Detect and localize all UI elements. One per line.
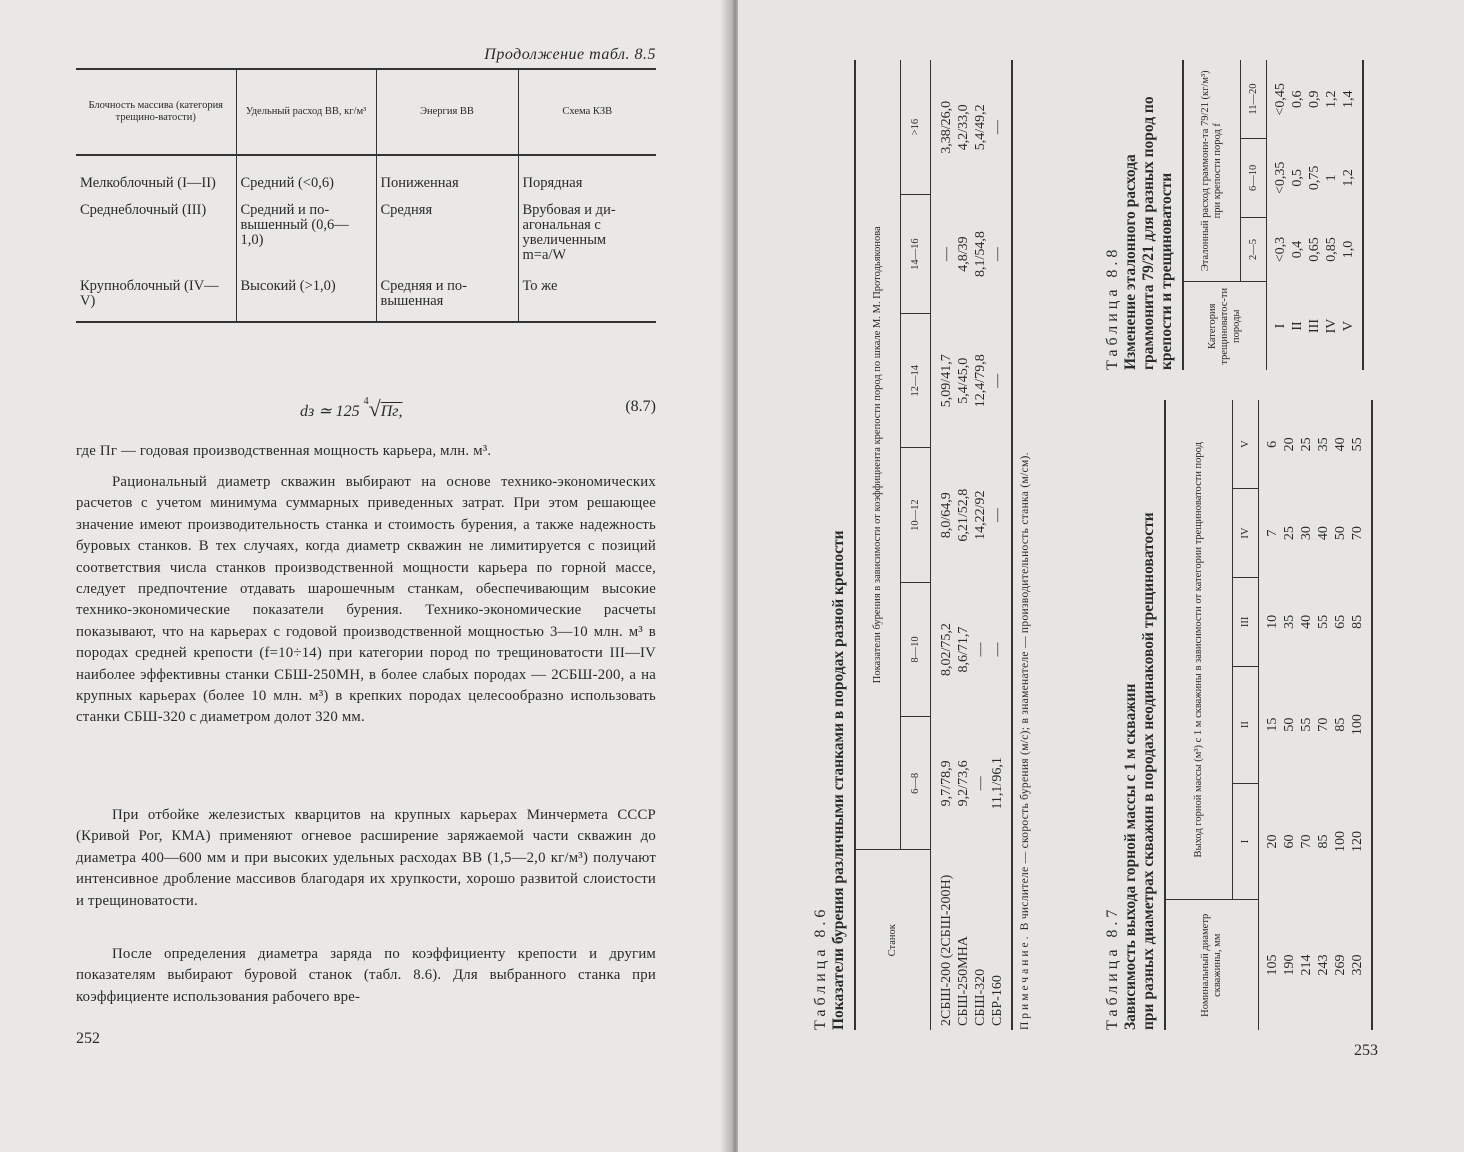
table-cell: Крупноблочный (IV—V): [76, 277, 236, 322]
table-row: [76, 155, 656, 197]
table-8-6-stub-header: Станок: [855, 850, 931, 1030]
table-cell: IV: [1324, 318, 1339, 334]
table-cell: 55: [1299, 717, 1314, 732]
table-8-5-header-skhema: Схема КЗВ: [518, 69, 656, 155]
table-cell: 214: [1299, 954, 1314, 976]
table-cell: —: [990, 373, 1005, 388]
table-row: [1332, 400, 1349, 1030]
table-cell: Высокий (>1,0): [236, 277, 376, 322]
table-cell: 20: [1282, 437, 1297, 452]
table-cell: 0,85: [1324, 237, 1339, 262]
table-8-6-note: [1019, 60, 1031, 1030]
table-8-6: [854, 60, 1013, 1030]
table-8-5-header-blochnost: Блочность массива (категория трещино-ватости): [76, 69, 236, 155]
note-text: В числителе — скорость бурения (м/с); в знаменателе — производительность станка (м/см).: [1019, 452, 1031, 931]
table-cell: 5,4/45,0: [956, 357, 971, 404]
table-row: [1267, 60, 1290, 370]
table-8-7-col-I: I: [1233, 783, 1259, 900]
table-row: [76, 197, 656, 277]
continuation-caption: Продолжение табл. 8.5: [484, 46, 656, 63]
table-cell: 35: [1316, 437, 1331, 452]
table-cell: 0,75: [1307, 165, 1322, 191]
table-cell: 15: [1265, 717, 1280, 732]
table-cell: 70: [1350, 526, 1365, 541]
note-label: Примечание.: [1019, 933, 1031, 1030]
table-8-6-col-6-8: 6—8: [901, 717, 931, 850]
table-row: [1315, 400, 1332, 1030]
table-cell: 1,2: [1324, 90, 1339, 109]
table-cell: 120: [1350, 831, 1365, 853]
table-row: [1259, 400, 1282, 1030]
table-row: [1340, 60, 1363, 370]
table-8-6-col-gt16: >16: [901, 60, 931, 195]
paragraph-3: После определения диаметра заряда по коэффициенту крепости и другим показателям выбирают буровой станок (табл. 8.6). Для выбранного станка при коэффициенте использования рабочего вре-: [76, 946, 656, 1005]
table-cell: Средняя: [376, 197, 518, 277]
table-cell: Пониженная: [376, 155, 518, 197]
table-cell: 9,7/78,9: [939, 760, 954, 807]
table-cell: 7: [1265, 529, 1280, 537]
table-cell: 11,1/96,1: [990, 757, 1005, 810]
table-cell: 8,02/75,2: [939, 623, 954, 676]
formula-lhs: dз ≃ 125: [300, 403, 360, 420]
table-8-6-col-14-16: 14—16: [901, 195, 931, 314]
table-cell: 40: [1333, 437, 1348, 452]
table-cell: 14,22/92: [973, 490, 988, 540]
table-8-5-header-energiya: Энергия ВВ: [376, 69, 518, 155]
table-cell: 50: [1333, 526, 1348, 541]
table-cell: 8,1/54,8: [973, 231, 988, 278]
table-cell: 20: [1265, 834, 1280, 849]
table-cell: Средняя и по-вышенная: [376, 277, 518, 322]
table-8-7-col-III: III: [1233, 577, 1259, 666]
equation-number: (8.7): [625, 398, 656, 415]
table-cell: 320: [1350, 954, 1365, 976]
table-cell: 4,2/33,0: [956, 104, 971, 151]
table-cell: <0,45: [1273, 83, 1288, 116]
table-cell: <0,35: [1273, 161, 1288, 195]
table-8-8-col-2-5: 2—5: [1241, 217, 1267, 282]
table-cell: 85: [1333, 717, 1348, 732]
table-row: [1349, 400, 1372, 1030]
table-cell: 30: [1299, 526, 1314, 541]
table-row: [1289, 60, 1306, 370]
table-8-8-title-line-2: граммонита 79/21 для разных пород по: [1140, 96, 1157, 370]
table-8-8-col-11-20: 11—20: [1241, 60, 1267, 139]
formula-radicand: Пг,: [380, 403, 403, 420]
table-cell: 0,5: [1290, 169, 1305, 187]
table-cell: —: [973, 776, 988, 791]
table-cell: То же: [518, 277, 656, 322]
table-row: [76, 277, 656, 322]
table-cell: 0,65: [1307, 237, 1322, 262]
table-cell: 100: [1333, 831, 1348, 853]
table-cell: <0,3: [1273, 236, 1288, 263]
table-cell: 190: [1282, 954, 1297, 976]
table-cell: 0,6: [1290, 90, 1305, 109]
table-8-7-title-line-2: при разных диаметрах скважин в породах неодинаковой трещиноватости: [1140, 512, 1157, 1030]
table-cell: 1,4: [1341, 90, 1356, 109]
table-8-7-group-header: Выход горной массы (м³) с 1 м скважины в зависимости от категории трещиноватости пород: [1165, 400, 1233, 900]
table-8-8-label: Таблица 8.8: [1104, 245, 1121, 370]
table-cell: 0,9: [1307, 90, 1322, 109]
page-number-left: 252: [76, 1030, 100, 1047]
table-cell: 40: [1316, 526, 1331, 541]
table-cell: 25: [1282, 526, 1297, 541]
table-cell: 269: [1333, 954, 1348, 976]
table-8-7-title-line-1: Зависимость выхода горной массы с 1 м скважин: [1122, 683, 1139, 1030]
table-cell: 55: [1350, 437, 1365, 452]
table-cell: Мелкоблочный (I—II): [80, 175, 216, 191]
table-8-6-col-12-14: 12—14: [901, 314, 931, 448]
table-8-8-block: [1104, 50, 1364, 370]
table-row: [1323, 60, 1340, 370]
table-cell: 50: [1282, 717, 1297, 732]
table-8-7-label: Таблица 8.7: [1104, 905, 1121, 1030]
table-cell: 12,4/79,8: [973, 354, 988, 408]
table-8-6-col-10-12: 10—12: [901, 448, 931, 582]
table-8-7-stub-header: Номинальный диаметр скважины, мм: [1165, 900, 1259, 1030]
table-cell: V: [1341, 320, 1356, 332]
table-cell: 8,6/71,7: [956, 626, 971, 673]
table-cell: III: [1307, 319, 1322, 333]
table-row: [989, 60, 1012, 1030]
table-cell: 10: [1265, 614, 1280, 629]
table-8-5-header-rashod: Удельный расход ВВ, кг/м³: [236, 69, 376, 155]
table-cell: 6,21/52,8: [956, 488, 971, 542]
table-cell: 243: [1316, 954, 1331, 976]
table-cell: 5,4/49,2: [973, 104, 988, 151]
table-cell: —: [990, 120, 1005, 135]
table-cell: I: [1273, 323, 1288, 329]
table-8-8-title-line-1: Изменение эталонного расхода: [1122, 154, 1139, 370]
table-8-8: [1182, 60, 1364, 370]
table-cell: —: [990, 642, 1005, 657]
table-8-7: [1164, 400, 1373, 1030]
table-cell: 40: [1299, 614, 1314, 629]
table-cell: СБР-160: [990, 975, 1005, 1026]
table-cell: 85: [1316, 834, 1331, 849]
table-cell: 2СБШ-200 (2СБШ-200Н): [939, 874, 954, 1026]
table-cell: 85: [1350, 614, 1365, 629]
table-row: [1298, 400, 1315, 1030]
table-cell: 5,09/41,7: [939, 354, 954, 408]
table-cell: 55: [1316, 614, 1331, 629]
table-8-6-label: Таблица 8.6: [812, 905, 829, 1030]
table-cell: 1: [1324, 174, 1339, 182]
page-number-right: 253: [1354, 1042, 1378, 1059]
table-row: [1281, 400, 1298, 1030]
table-8-8-title-line-3: крепости и трещиноватости: [1158, 172, 1175, 370]
table-cell: СБШ-250МНА: [956, 936, 971, 1026]
table-row: [931, 60, 956, 1030]
table-cell: Порядная: [518, 155, 656, 197]
table-8-7-col-V: V: [1233, 400, 1259, 489]
table-cell: —: [990, 508, 1005, 523]
table-row: [972, 60, 989, 1030]
table-8-6-block: [812, 60, 1031, 1030]
table-row: [1306, 60, 1323, 370]
table-cell: Средний (<0,6): [236, 155, 376, 197]
table-8-8-stub-header: Категория трещиноватос-ти породы: [1183, 282, 1267, 370]
table-8-7-col-IV: IV: [1233, 489, 1259, 578]
table-cell: 35: [1282, 614, 1297, 629]
table-cell: 1,0: [1341, 240, 1356, 259]
table-cell: СБШ-320: [973, 968, 988, 1026]
right-page: [738, 0, 1464, 1152]
table-cell: —: [990, 247, 1005, 262]
table-8-5: [76, 68, 656, 323]
table-cell: 25: [1299, 437, 1314, 452]
formula-8-7: [300, 396, 403, 422]
table-8-8-group-header: Эталонный расход граммони-та 79/21 (кг/м³) при крепости пород f: [1183, 60, 1241, 282]
table-8-6-col-8-10: 8—10: [901, 582, 931, 716]
table-cell: —: [939, 247, 954, 262]
table-cell: 70: [1299, 834, 1314, 849]
table-cell: 65: [1333, 614, 1348, 629]
rotated-content: [812, 50, 1462, 1030]
table-cell: II: [1290, 321, 1305, 331]
table-cell: Среднеблочный (III): [80, 202, 207, 218]
table-8-7-block: [1104, 390, 1373, 1030]
table-cell: 100: [1350, 714, 1365, 736]
table-cell: 70: [1316, 717, 1331, 732]
table-cell: 4,8/39: [956, 236, 971, 272]
table-cell: 9,2/73,6: [956, 760, 971, 807]
paragraph-1: Рациональный диаметр скважин выбирают на основе технико-экономических расчетов с учетом минимума суммарных приведенных затрат. При этом решающее значение имеют производительность станка и стоимость бурения, а также надежность буровых станков. В тех случаях, когда диаметр скважин не лимитируется с позиций соответствия числа станков производственной мощности карьера по горной массе, следует предпочтение отдавать шарошечным станкам, обеспечивающим высокие технико-экономические показатели бурения. Технико-экономические расчеты показывают, что на карьерах с годовой производственной мощностью 3—10 млн. м³ в породах средней крепости (f=10÷14) при категории пород по трещиноватости III—IV наиболее эффективны станки СБШ-250МН, в более слабых породах — 2СБШ-200, а на крупных карьерах (более 10 млн. м³) в крепких породах целесообразно использовать станки СБШ-320 с диаметром долот 320 мм.: [76, 474, 656, 726]
table-cell: 0,4: [1290, 240, 1305, 259]
table-cell: 6: [1265, 440, 1280, 448]
table-cell: Средний и по-вышенный (0,6—1,0): [236, 197, 376, 277]
formula-root-index: 4: [363, 396, 369, 407]
table-cell: Врубовая и ди-агональная с увеличенным m=a/W: [518, 197, 656, 277]
table-8-6-group-header: Показатели бурения в зависимости от коэффициента крепости пород по шкале М. М. Протодьяконова: [855, 60, 901, 850]
table-cell: —: [973, 642, 988, 657]
table-cell: 60: [1282, 834, 1297, 849]
where-line: где Пг — годовая производственная мощность карьера, млн. м³.: [76, 443, 492, 459]
table-cell: 8,0/64,9: [939, 492, 954, 539]
table-cell: 3,38/26,0: [939, 100, 954, 154]
table-row: [955, 60, 972, 1030]
table-cell: 1,2: [1341, 169, 1356, 187]
table-8-6-title: Показатели бурения различными станками в породах разной крепости: [830, 530, 847, 1030]
table-8-8-col-6-10: 6—10: [1241, 139, 1267, 218]
paragraph-2: При отбойке железистых кварцитов на крупных карьерах Минчермета СССР (Кривой Рог, КМА) применяют огневое расширение заряжаемой части скважин до диаметра 400—600 мм и при высоких удельных расходах ВВ (1,5—2,0 кг/м³) получают интенсивное дробление массивов благодаря их хрупкости, хорошо развитой слоистости и трещиноватости.: [76, 807, 656, 909]
table-8-7-col-II: II: [1233, 666, 1259, 783]
table-cell: 105: [1265, 954, 1280, 976]
radical-sign-icon: √: [368, 396, 381, 421]
